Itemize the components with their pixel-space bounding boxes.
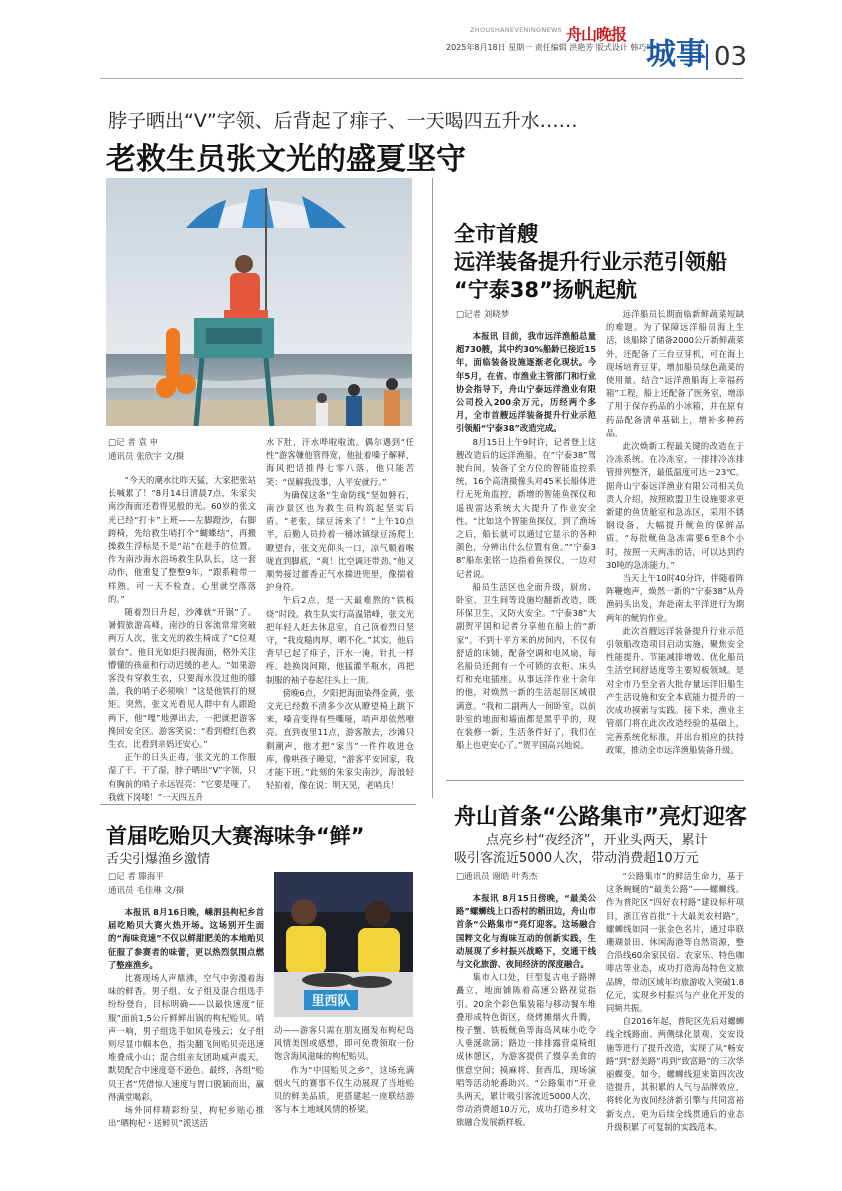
story3-paragraph: 动——游客只需在朋友圈发布枸杞岛风情美图或感想，即可免费领取一份饱含海风滋味的枸杞贻贝。 — [274, 1025, 414, 1062]
story1-paragraph: 傍晚6点，夕阳把海面染得金黄，张文光已经数不清多少次从瞭望椅上跳下来，嗓音变得有些嘶哑，哨声却依然嘹亮。直到夜里11点，游客散去，沙滩只剩潮声，他才把“家当”一件件收进仓库，像哄孩子睡觉，“游客平安回家，我才能下班。”此刻的朱家尖南沙，海浪轻轻拍着，像在说：明天见，老哨兵！ — [266, 687, 414, 791]
story2-paragraph: 远洋船员长期面临新鲜蔬菜短缺的难题。为了保障远洋船员海上生活，该船除了储备2000公斤新鲜蔬菜外，还配备了三台豆芽机，可在海上现场培育豆芽，增加船员绿色蔬菜的使用量。结合“远洋渔船海上幸福药箱”工程，船上还配备了医务室，增添了用于保存药品的小冰箱，并在原有药品配备清单基础上，增补多种药品。 — [606, 309, 744, 438]
story1-byline-reporter: □记 者 袁 申 — [108, 438, 159, 448]
story3-byline-reporter: □记 者 滕海平 — [108, 872, 164, 882]
story2-paragraph: 8月15日上午9时许，记者登上这艘改造后的远洋渔船。在“宁泰38”驾驶台间，装备了全方位的智能监控系统，16个高清摄像头对45米长船体进行无死角监控，新增的智能鱼探仪和遥视雷达系统大大提升了作业安全性。“比如这个智能鱼探仪，到了渔场之后，船长就可以通过它显示的各种颜色，分辨出什么位置有鱼。”“宁泰38”船东张铭一边指着鱼探仪，一边对记者说。 — [456, 436, 596, 579]
story3-paragraph — [108, 906, 264, 972]
story2-byline: □记者 刘晓梦 — [456, 310, 510, 320]
story2-paragraph: 此次首艘远洋装备提升行业示范引领船改造项目启动实施，聚焦安全性能提升、节能减排增效、优化船员生活空间舒适度等主要短板领域。是对全市乃至全省大批存量远洋旧船生产生活设施和安全本底能力提升的一次成功摸索与实践。接下来，渔业主管部门将在此次改造经验的基础上，完善系统化标准，并出台相应的扶持政策，推动全市远洋渔船装备升级。 — [606, 625, 744, 755]
story4-subhead-line2: 吸引客流近5000人次，带动消费超10万元 — [454, 851, 699, 866]
story3-paragraph: 作为“中国贻贝之乡”，这场充满烟火气的赛事不仅生动展现了当地贻贝的鲜美品质，更搭建起一座联结游客与本土地域风情的桥梁。 — [274, 1064, 414, 1115]
story1-column-1 — [108, 474, 256, 802]
issue-info: 2025年8月18日 星期一 责任编辑 洪艳芳 版式设计 韩巧叶 — [446, 43, 655, 52]
mussel-contest-photo — [274, 872, 413, 1017]
story1-paragraph: 随着烈日升起，沙滩就“开锅”了。暑假旅游高峰，南沙的日客流常常突破两万人次，张文光的救生椅成了“C位观景台”。他目光如炬扫视海面，格外关注懵懂的孩童和行动迟缓的老人。“如果游客没有穿救生衣，只要海水没过他的膝盖，我的哨子必须响！”这是他铁打的规矩。突然，张文光看见人群中有人跟跄两下，他“嘎”地弹出去，一把就把游客搀回安全区。游客笑说：“看到橙红色救生衣，比看到亲妈还安心。” — [108, 607, 256, 750]
story1-paragraph: 水下肚，汗水哗啦啦流。偶尔遇到“任性”游客嫌他管得宽，他扯着嗓子解释，海风把话推得七零八落，他只能苦笑：“误解我没事，人平安就行。” — [266, 437, 414, 487]
section-rule — [446, 780, 744, 781]
story2-paragraph: 船员生活区也全面升级，厨房、卧室、卫生间等设施均翻新改造，既环保卫生，又防火安全。“宁泰38”大副贺平国和记者分享他在船上的“新家”。不到十平方米的房间内，不仅有舒适的床铺，配备空调和电风扇，每名船员还拥有一个可锁的衣柜、床头灯和充电插座。从事远洋作业十余年的他，对焕然一新的生活起居区域很满意。“我和二副两人一间卧室，以前卧室的地面和墙面都是黑乎乎的，现在装修一新，生活条件好了，我们在船上也更安心了。”贺平国高兴地说。 — [456, 581, 596, 751]
section-title: 城事 — [646, 37, 706, 72]
story1-paragraph: 为确保这条“生命防线”坚如磐石，南沙景区也为救生员构筑起坚实后盾。“老张，绿豆汤来了！”上午10点半，后勤人员拎着一桶冰镇绿豆汤爬上瞭望台，张文光仰头一口，凉气顺着喉咙直到脚底，“爽！比空调还带劲。”他又顺势接过藿香正气水揣进兜里，像揣着护身符。 — [266, 489, 414, 593]
story3-headline: 首届吃贻贝大赛海味争“鲜” — [106, 824, 365, 848]
story4-paragraph: “公路集市”的鲜活生命力，基于这条蜿蜒的“最美公路”——螺蛳线。作为普陀区“四好农村路”建设标杆项目，浙江省首批“十大最美农村路”，螺蛳线如同一张金色名片，通过串联珊瑚景田、休闲海港等自然资源，整合沿线60余家民宿、农家乐、特色咖啡店等业态，成功打造海岛特色文旅品牌，带动区域年均旅游收入突破1.8亿元，实现乡村振兴与产业化开发的同频共振。 — [606, 871, 744, 1014]
story4-column-2 — [606, 870, 744, 1176]
masthead-logo: 舟山晚报 — [566, 25, 627, 44]
story2-paragraph: 当天上午10时40分许，伴随着阵阵鞭炮声，焕然一新的“宁泰38”从舟渔码头出发，奔赴南太平洋进行为期两年的鱿钓作业。 — [606, 573, 744, 623]
story4-paragraph: 集市入口处，巨型复古电子路牌矗立，地面铺陈着高速公路视觉指引。20余个彩色集装箱与移动餐车堆叠形成特色街区，烧烤摊烟火升腾，梭子蟹、铁板鱿鱼等海岛风味小吃令人垂涎欲滴；路边一排排露营桌椅组成休憩区，为游客提供了慢享美食的惬意空间；摸麻将、套西瓜，现场演唱等活动轮番助兴。“公路集市”开业头两天，累计吸引客流近5000人次，带动消费超10万元，成功打造乡村文旅融合发展新样板。 — [456, 972, 596, 1128]
section-rule — [100, 804, 416, 805]
story1-paragraph: 正午的日头正毒，张文光的工作服湿了干、干了湿，脖子晒出“V”字领，只有胸前的哨子永远锃亮：“它要是哑了，我就下岗喽！”一天四五升 — [108, 752, 256, 802]
story3-subhead: 舌尖引爆渔乡激情 — [106, 852, 211, 867]
column-divider — [432, 178, 433, 798]
story2-headline — [454, 220, 727, 304]
story4-lead: 本报讯 8月15日傍晚，“最美公路”螺蛳线上口岙村的稻田边，舟山市首条“公路集市”亮灯迎客。这场融合国粹文化与海味互动的创新实践，生动展现了乡村振兴战略下，交通干线与文化旅游、夜间经济的深度融合。 — [456, 893, 596, 970]
team-banner-text: 里西队 — [311, 994, 351, 1009]
story2-column-1 — [456, 330, 596, 770]
story1-paragraph: 午后2点，是一天最难熬的“铁板烧”时段。救生队实行高温错峰，张文光把年轻人赶去休息室，自己顶着烈日坚守，“我皮糙肉厚，晒不化。”其实，他后背早已起了痱子，汗水一淹，针扎一样疼。趁换岗间隙，他猛灌半瓶水，再把制服的袖子卷起往头上一顶。 — [266, 595, 414, 685]
story1-paragraph: “今天的潮水比昨天猛，大家把张站长喊累了！”8月14日清晨7点，朱家尖南沙海面还看得见般的光。60岁的张文光已经“打卡”上班——左脚蹬沙，右脚跨椅，先给救生哨打个“蝴蝶结”，再搬操救生浮标是不是“站”在趁手的位置。作为南沙海水浴场救生队队长，这一套动作，他重复了整整9年，“跟系鞋带一样熟，可一天不检查，心里就空落落的。” — [108, 475, 256, 604]
story4-byline: □通讯员 谢皓 叶秀杰 — [456, 872, 538, 882]
story1-column-2 — [266, 436, 414, 792]
story2-headline-line1: 全市首艘 — [454, 222, 538, 246]
story3-paragraph: 比赛现场人声鼎沸，空气中弥漫着海味的鲜香。男子组、女子组及混合组选手纷纷登台，目标明确——以最快速度“征服”面前1.5公斤鲜鲜出锅的枸杞贻贝。哨声一响，男子组选手如风卷残云；女子组则尽显巾帼本色，指尖翻飞间贻贝壳迅速堆叠成小山；混合组亲友团助威声震天，默契配合中速度毫不逊色。最终，各组“贻贝王者”凭借惊人速度与胃口脱颖而出，赢得满堂喝彩。 — [108, 973, 264, 1102]
header-rule — [100, 78, 743, 79]
lifeguard-photo — [106, 178, 412, 426]
story2-headline-line2: 远洋装备提升行业示范引领船 — [454, 250, 727, 274]
story1-headline: 老救生员张文光的盛夏坚守 — [106, 142, 466, 177]
story3-paragraph: 场外同样精彩纷呈，枸杞乡贴心推出“晒枸杞・送鲜贝”派送活 — [108, 1105, 264, 1129]
story3-column-2 — [274, 1024, 414, 1174]
masthead-english: ZHOUSHANEVENINGNEWS — [470, 26, 563, 34]
story2-paragraph — [456, 330, 596, 436]
page-number-divider — [706, 44, 708, 70]
story3-byline-correspondent: 通讯员 毛佳琳 文/摄 — [108, 886, 185, 896]
story4-paragraph — [456, 892, 596, 971]
story2-headline-line3: “宁泰38”扬帆起航 — [454, 278, 637, 302]
page-number: 03 — [714, 42, 748, 72]
story1-byline-correspondent: 通讯员 张欣宇 文/摄 — [108, 452, 185, 462]
story4-column-1 — [456, 892, 596, 1176]
story2-lead: 本报讯 目前，我市远洋渔船总量超730艘，其中约30%船龄已接近15年，面临装备设施逐渐老化现状。今年5月，在省、市渔业主管部门和行业协会指导下，舟山宁泰远洋渔业有限公司投入200余万元，历经两个多月，全市首艘远洋装备提升行业示范引领船“宁泰38”改造完成。 — [456, 331, 596, 434]
story4-headline: 舟山首条“公路集市”亮灯迎客 — [454, 805, 747, 830]
story4-paragraph: 自2016年起，普陀区先后对螺蛳线全线路面、两侧绿化景观、交安设施等进行了提升改造，实现了从“畅安路”到“舒美路”再到“致富路”的三次华丽蝶变。如今，螺蛳线迎来第四次改造提升，其积累的人气与品牌效应，将转化为夜间经济新引擎与共同富裕新支点，更为后续全线贯通后的业态升级积累了可复制的实践范本。 — [606, 1016, 744, 1132]
story3-lead: 本报讯 8月16日晚，嵊泗县枸杞乡首届吃贻贝大赛火热开场。这场别开生面的“海味竞速”不仅以鲜甜肥美的本地贻贝征服了参赛者的味蕾，更以热烈氛围点燃了整座渔乡。 — [108, 907, 264, 970]
story2-paragraph: 此次焕新工程最关键的改造在于冷冻系统。在冷冻室，一排排冷冻排管排列整齐，最低温度可达－23℃。据舟山宁泰远洋渔业有限公司相关负责人介绍，按照欧盟卫生设施要求更新建的鱼货舱室和急冻区，采用不锈钢设备，大幅提升鱿鱼的保鲜品质。“每批鱿鱼急冻需要6至8个小时，按照一天两冻的话，可以达到约30吨的急冻能力。” — [606, 441, 744, 570]
story4-subhead-line1: 点亮乡村“夜经济”，开业头两天，累计 — [486, 833, 708, 848]
story1-kicker: 脖子晒出“V”字领、后背起了痱子、一天喝四五升水…… — [108, 110, 578, 132]
story3-column-1 — [108, 906, 264, 1172]
story2-column-2 — [606, 308, 744, 770]
